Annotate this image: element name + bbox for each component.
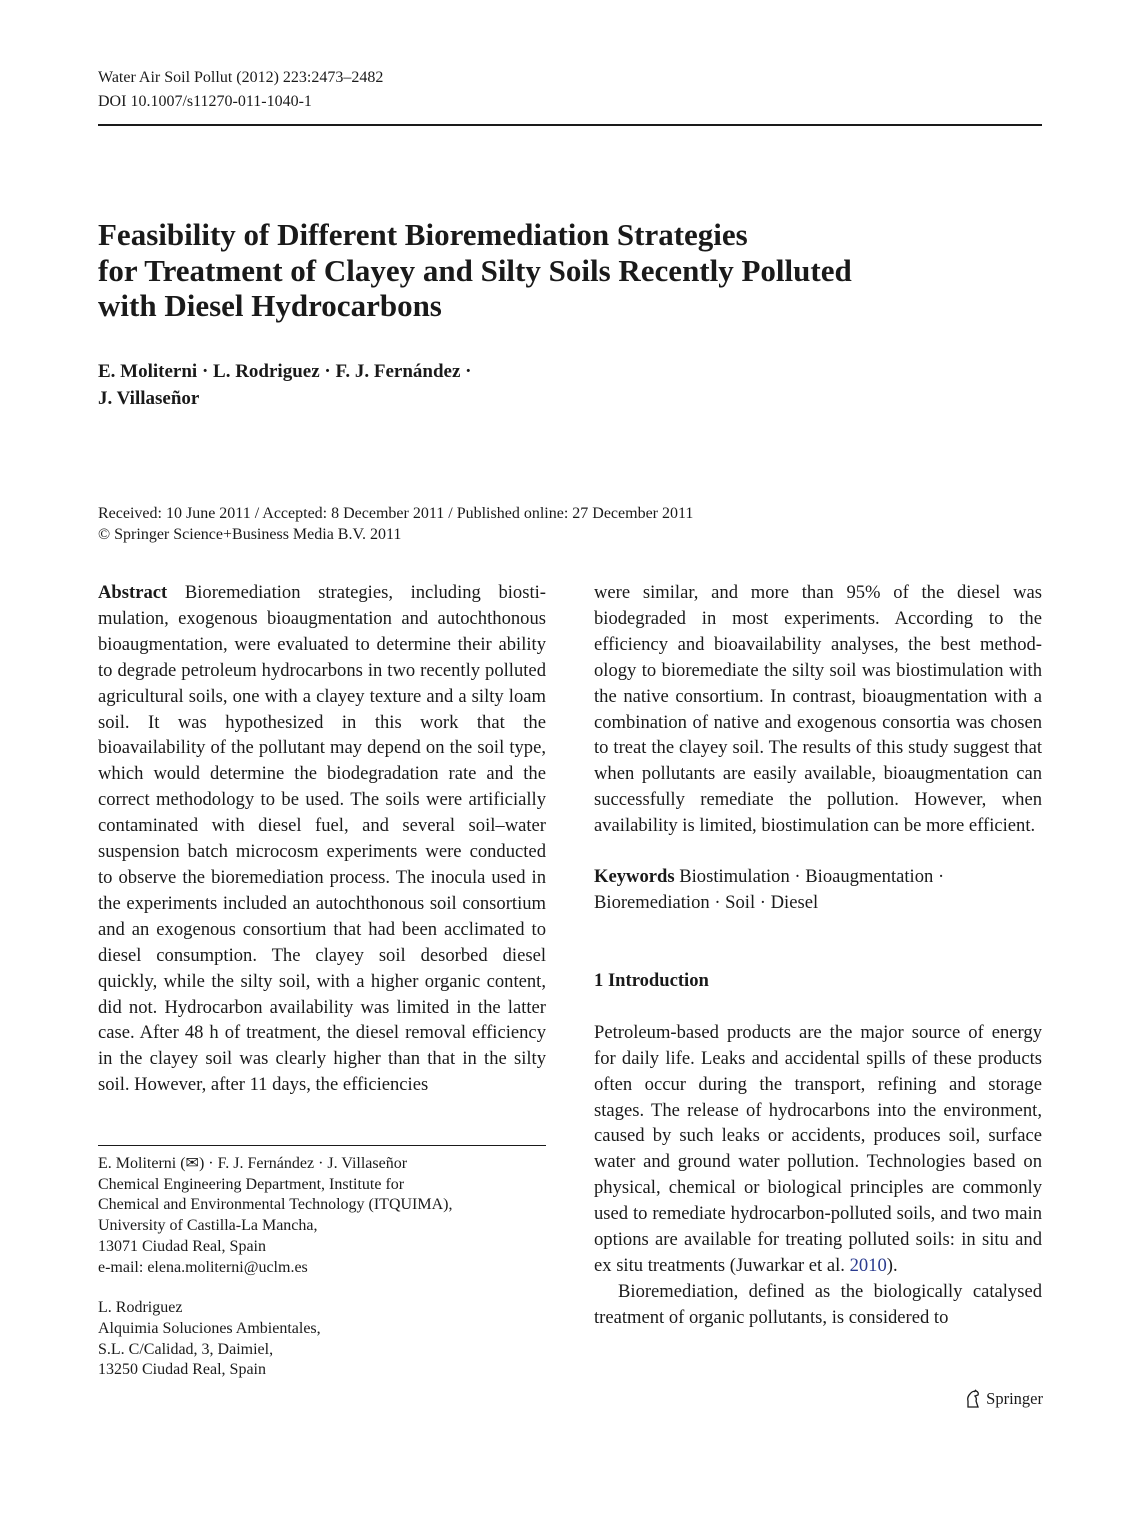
- abstract-text: Bioremediation strategies, including biostimulation, exogenous bioaugmentation and autochthonous bioaugmentation, were evaluated to determine their ability to degrade petroleum hydrocarbons in two recently polluted agricultural soils, one with a clayey texture and a silty loam soil. It was hypothesized in this work that the bioavailability of the pollutant may depend on the soil type, which would determine the biodegradation rate and the correct methodology to be used. The soils were artificially contaminated with diesel fuel, and several soil–water suspension batch microcosm experiments were conducted to observe the bioremediation process. The inocula used in the experiments included an autochthonous soil consortium and an exogenous consortium that had been acclimated to diesel consumption. The clayey soil desorbed diesel quickly, while the silty soil, with a higher organic content, did not. Hydrocarbon availability was limited in the latter case. After 48 h of treatment, the diesel removal efficiency in the clayey soil was clearly higher than that in the silty soil. However, after 11 days, the efficiencies: [98, 582, 546, 1096]
- intro-text-end: ).: [886, 1254, 898, 1276]
- affiliation-line: Alquimia Soluciones Ambientales,: [98, 1319, 321, 1337]
- affiliation-line: S.L. C/Calidad, 3, Daimiel,: [98, 1340, 274, 1358]
- title-line: with Diesel Hydrocarbons: [98, 288, 442, 323]
- affiliation-line: 13250 Ciudad Real, Spain: [98, 1361, 266, 1379]
- journal-header: [98, 66, 383, 114]
- authors-line: E. Moliterni · L. Rodriguez · F. J. Fernández ·: [98, 361, 472, 382]
- affiliation-line: E. Moliterni (✉) · F. J. Fernández · J. Villaseñor: [98, 1155, 408, 1172]
- title-line: Feasibility of Different Bioremediation Strategies: [98, 217, 748, 252]
- right-column: [594, 580, 1042, 1331]
- citation-link[interactable]: 2010: [849, 1254, 887, 1276]
- affiliation-block: [98, 1154, 453, 1278]
- article-title: [98, 217, 998, 324]
- dates-line: Received: 10 June 2011 / Accepted: 8 December 2011 / Published online: 27 December 2011: [98, 505, 694, 522]
- doi: DOI 10.1007/s11270-011-1040-1: [98, 93, 312, 110]
- section-heading: 1 Introduction: [594, 969, 709, 991]
- title-line: for Treatment of Clayey and Silty Soils Recently Polluted: [98, 252, 852, 288]
- abstract: [98, 580, 546, 1098]
- intro-paragraph: [594, 1020, 1042, 1279]
- keywords-label: Keywords: [594, 866, 675, 888]
- springer-name: Springer: [986, 1389, 1043, 1408]
- copyright: © Springer Science+Business Media B.V. 2011: [98, 526, 402, 543]
- abstract-label: Abstract: [98, 582, 168, 603]
- authors: [98, 358, 471, 412]
- journal-citation: Water Air Soil Pollut (2012) 223:2473–2482: [98, 69, 384, 86]
- affiliation-line: Chemical Engineering Department, Institute for: [98, 1175, 405, 1193]
- affiliation-line: Chemical and Environmental Technology (ITQUIMA),: [98, 1196, 453, 1214]
- keywords: [594, 864, 1042, 916]
- email[interactable]: e-mail: elena.moliterni@uclm.es: [98, 1258, 308, 1276]
- publication-dates: [98, 503, 693, 545]
- header-rule: [98, 124, 1042, 126]
- keywords-text: Biostimulation · Bioaugmentation · Bioremediation · Soil · Diesel: [594, 866, 945, 913]
- springer-horse-icon: [964, 1389, 982, 1409]
- intro-text: Petroleum-based products are the major source of energy for daily life. Leaks and accidental spills of these products often occur during the transport, refining and storage stages. The release of hydrocarbons into the environment, caused by such leaks or accidents, produces soil, surface water and ground water pollution. Technologies based on physical, chemical or biological principles are commonly used to remediate hydrocarbon-polluted soils, and two main options are available for treating polluted soils: in situ and ex situ treatments (Juwarkar et al.: [594, 1021, 1042, 1276]
- authors-line: J. Villaseñor: [98, 388, 200, 409]
- abstract-continued: were similar, and more than 95% of the diesel was biodegraded in most experiments. According to the efficiency and bioavailability analyses, the best methodology to bioremediate the silty soil was biostimulation with the native consortium. In contrast, bioaugmentation with a combination of native and exogenous consortia was chosen to treat the clayey soil. The results of this study suggest that when pollutants are easily available, bioaugmentation can successfully remediate the pollution. However, when availability is limited, biostimulation can be more efficient.: [594, 582, 1042, 837]
- footnote-rule: [98, 1145, 546, 1146]
- intro-paragraph: Bioremediation, defined as the biologically catalysed treatment of organic pollutants, is considered to: [594, 1280, 1042, 1328]
- affiliation-line: 13071 Ciudad Real, Spain: [98, 1237, 266, 1255]
- affiliation-line: L. Rodriguez: [98, 1299, 183, 1317]
- left-column: [98, 580, 546, 1098]
- affiliations: [98, 1154, 453, 1401]
- affiliation-block: [98, 1298, 453, 1381]
- affiliation-line: University of Castilla-La Mancha,: [98, 1217, 318, 1235]
- springer-logo: [964, 1389, 1043, 1409]
